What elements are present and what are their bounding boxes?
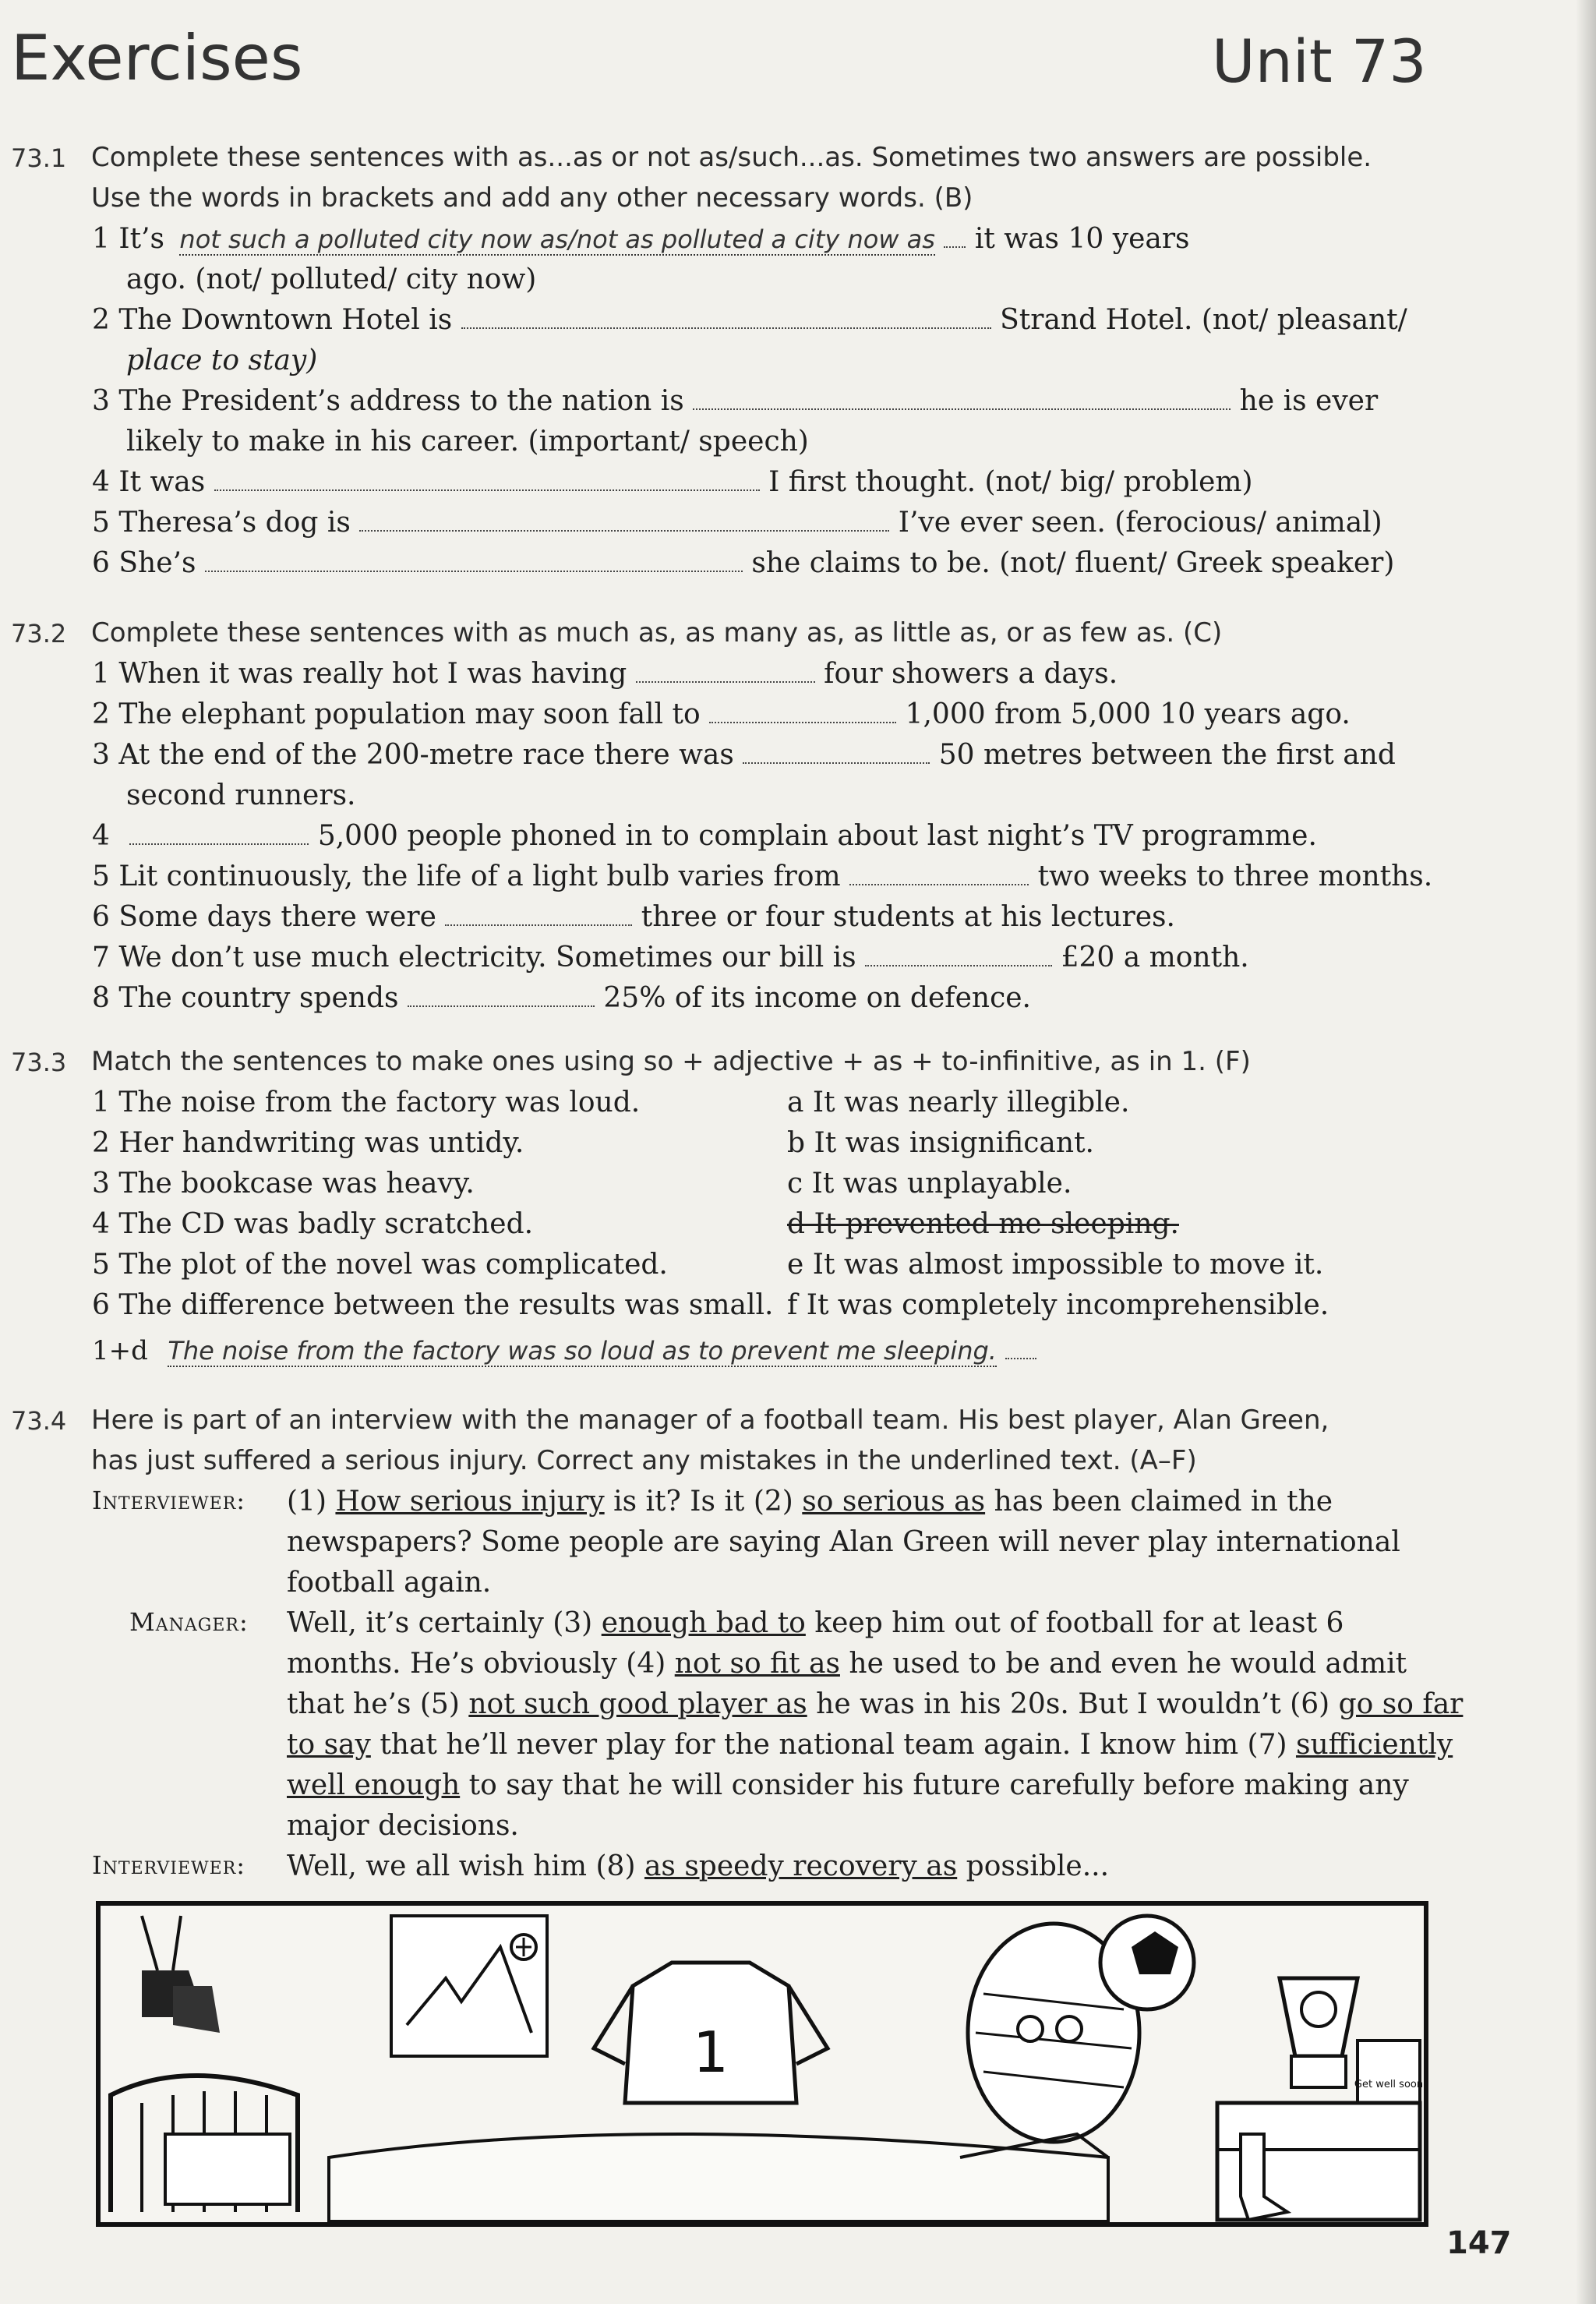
question-text: 5 Lit continuously, the life of a light bulb varies from xyxy=(92,860,841,892)
shirt-number: 1 xyxy=(693,2020,729,2085)
answer-handwritten: not such a polluted city now as/not as polluted a city now as xyxy=(179,224,935,254)
question-line xyxy=(92,466,1253,498)
dialogue-line: Well, it’s certainly (3) enough bad to keep him out of football for at least 6 xyxy=(287,1607,1344,1639)
question-line xyxy=(92,547,1394,579)
question-text: two weeks to three months. xyxy=(1037,860,1433,892)
question-text: 3 The President’s address to the nation is xyxy=(92,385,684,417)
dialogue-line: major decisions. xyxy=(287,1810,519,1842)
exercise-number: 73.2 xyxy=(11,619,67,648)
question-text: four showers a days. xyxy=(824,658,1118,690)
speaker-interviewer: Interviewer: xyxy=(92,1486,246,1515)
dialogue-line: football again. xyxy=(287,1567,492,1599)
answer-blank[interactable] xyxy=(129,822,309,845)
question-text: 1 When it was really hot I was having xyxy=(92,658,627,690)
question-line xyxy=(92,860,1432,892)
question-text: 6 She’s xyxy=(92,547,196,579)
football-ball xyxy=(1100,1916,1194,2009)
dialogue-line: (1) How serious injury is it? Is it (2) so serious as has been claimed in the xyxy=(287,1486,1333,1518)
instruction-line: Here is part of an interview with the manager of a football team. His best player, Alan Green, xyxy=(91,1405,1329,1436)
question-text: he is ever xyxy=(1239,385,1379,417)
question-text: 4 xyxy=(92,820,110,852)
question-text: 3 At the end of the 200-metre race there was xyxy=(92,739,734,771)
question-line xyxy=(92,942,1249,974)
question-text: place to stay) xyxy=(126,345,318,376)
match-left-item: 1 The noise from the factory was loud. xyxy=(92,1087,641,1118)
exercise-instructions: Match the sentences to make ones using so + adjective + as + to-infinitive, as in 1. (F) xyxy=(91,1046,1251,1077)
question-text: 5 Theresa’s dog is xyxy=(92,507,351,539)
speaker-manager: Manager: xyxy=(129,1607,249,1637)
underlined-phrase: as speedy recovery as xyxy=(644,1850,958,1882)
question-text: I first thought. (not/ big/ problem) xyxy=(768,466,1253,498)
example-line xyxy=(92,1334,1036,1366)
question-line xyxy=(92,304,1407,336)
instruction-line: Use the words in brackets and add any other necessary words. (B) xyxy=(91,182,973,214)
question-text: 6 Some days there were xyxy=(92,901,436,933)
page-number: 147 xyxy=(1446,2225,1512,2261)
underlined-phrase: enough bad to xyxy=(601,1607,806,1639)
question-text: 4 It was xyxy=(92,466,206,498)
trophy xyxy=(1280,1978,1358,2087)
unit-title: Unit 73 xyxy=(1212,27,1427,96)
exercise-instructions: Complete these sentences with as much as, as many as, as little as, or as few as. (C) xyxy=(91,617,1223,648)
instruction-line: has just suffered a serious injury. Correct any mistakes in the underlined text. (A–F) xyxy=(91,1445,1197,1476)
question-line xyxy=(92,223,1190,255)
match-right-item: b It was insignificant. xyxy=(787,1127,1094,1159)
answer-blank[interactable] xyxy=(709,700,896,723)
match-right-item: f It was completely incomprehensible. xyxy=(787,1289,1329,1321)
question-text: £20 a month. xyxy=(1061,942,1249,974)
answer-blank[interactable] xyxy=(865,943,1052,966)
match-right-item: e It was almost impossible to move it. xyxy=(787,1249,1324,1281)
underlined-phrase: to say xyxy=(287,1729,371,1761)
question-text: second runners. xyxy=(126,779,356,811)
answer-blank[interactable] xyxy=(461,306,991,329)
question-text: it was 10 years xyxy=(974,223,1190,255)
underlined-phrase: not such good player as xyxy=(468,1688,807,1720)
question-text: 5,000 people phoned in to complain about last night’s TV programme. xyxy=(317,820,1317,852)
dialogue-line: newspapers? Some people are saying Alan Green will never play international xyxy=(287,1526,1400,1558)
answer-blank[interactable] xyxy=(693,387,1231,410)
question-text: ago. (not/ polluted/ city now) xyxy=(126,263,537,295)
match-left-item: 4 The CD was badly scratched. xyxy=(92,1208,534,1240)
match-right-item-struck: d It prevented me sleeping. xyxy=(787,1208,1179,1240)
dialogue-line: months. He’s obviously (4) not so fit as he used to be and even he would admit xyxy=(287,1648,1407,1680)
answer-blank[interactable] xyxy=(849,862,1029,885)
underlined-phrase: How serious injury xyxy=(335,1486,605,1518)
question-text: 2 The Downtown Hotel is xyxy=(92,304,453,336)
question-text: 7 We don’t use much electricity. Sometimes our bill is xyxy=(92,942,856,974)
answer-blank[interactable] xyxy=(445,903,632,926)
exercise-number: 73.1 xyxy=(11,143,67,173)
answer-blank[interactable] xyxy=(636,659,815,683)
underlined-phrase: so serious as xyxy=(802,1486,986,1518)
answer-blank[interactable] xyxy=(205,549,743,572)
question-text: 2 The elephant population may soon fall to xyxy=(92,698,701,730)
question-text: likely to make in his career. (important/ speech) xyxy=(126,426,809,458)
speaker-interviewer: Interviewer: xyxy=(92,1850,246,1880)
question-line xyxy=(92,901,1175,933)
question-line xyxy=(92,658,1118,690)
dialogue-line: that he’s (5) not such good player as he was in his 20s. But I wouldn’t (6) go so far xyxy=(287,1688,1464,1720)
question-text: 1 It’s xyxy=(92,223,164,255)
underlined-phrase: not so fit as xyxy=(674,1648,840,1680)
question-text: I’ve ever seen. (ferocious/ animal) xyxy=(898,507,1382,539)
dialogue-line: to say that he’ll never play for the national team again. I know him (7) sufficiently xyxy=(287,1729,1453,1761)
exercise-instructions xyxy=(91,1400,1408,1481)
question-line xyxy=(92,982,1031,1014)
card-text: Get well soon xyxy=(1354,2079,1424,2090)
question-line xyxy=(92,820,1317,852)
question-text: 1,000 from 5,000 10 years ago. xyxy=(905,698,1351,730)
question-line xyxy=(92,739,1396,771)
question-text: Strand Hotel. (not/ pleasant/ xyxy=(1000,304,1407,336)
question-text: three or four students at his lectures. xyxy=(641,901,1175,933)
question-text: 50 metres between the first and xyxy=(938,739,1396,771)
exercise-instructions xyxy=(91,137,1408,218)
match-right-item: c It was unplayable. xyxy=(787,1168,1072,1200)
answer-blank[interactable] xyxy=(359,508,889,532)
dialogue-line: Well, we all wish him (8) as speedy recovery as possible... xyxy=(287,1850,1110,1882)
match-left-item: 2 Her handwriting was untidy. xyxy=(92,1127,524,1159)
question-line xyxy=(92,507,1382,539)
underlined-phrase: well enough xyxy=(287,1769,461,1801)
question-text: 25% of its income on defence. xyxy=(603,982,1032,1014)
injured-player-illustration xyxy=(95,1900,1429,2228)
page-edge-shadow xyxy=(1576,0,1596,2304)
dialogue-line: well enough to say that he will consider his future carefully before making any xyxy=(287,1769,1409,1801)
answer-blank[interactable] xyxy=(408,984,595,1007)
match-right-item: a It was nearly illegible. xyxy=(787,1087,1130,1118)
question-line xyxy=(92,385,1378,417)
match-left-item: 3 The bookcase was heavy. xyxy=(92,1168,475,1200)
example-label: 1+d xyxy=(92,1335,148,1366)
answer-blank[interactable] xyxy=(743,740,930,764)
answer-blank[interactable] xyxy=(214,468,760,491)
question-text: she claims to be. (not/ fluent/ Greek speaker) xyxy=(751,547,1395,579)
question-text: 8 The country spends xyxy=(92,982,399,1014)
exercise-number: 73.3 xyxy=(11,1048,67,1077)
match-left-item: 6 The difference between the results was small. xyxy=(92,1289,774,1321)
wall-picture xyxy=(391,1916,547,2056)
page-title: Exercises xyxy=(11,22,303,94)
question-line xyxy=(92,698,1351,730)
answer-handwritten: The noise from the factory was so loud as to prevent me sleeping. xyxy=(168,1336,997,1366)
underlined-phrase: go so far xyxy=(1338,1688,1464,1720)
exercise-number: 73.4 xyxy=(11,1406,67,1436)
match-left-item: 5 The plot of the novel was complicated. xyxy=(92,1249,668,1281)
instruction-line: Complete these sentences with as...as or not as/such...as. Sometimes two answers are possible. xyxy=(91,142,1372,173)
underlined-phrase: sufficiently xyxy=(1295,1729,1453,1761)
